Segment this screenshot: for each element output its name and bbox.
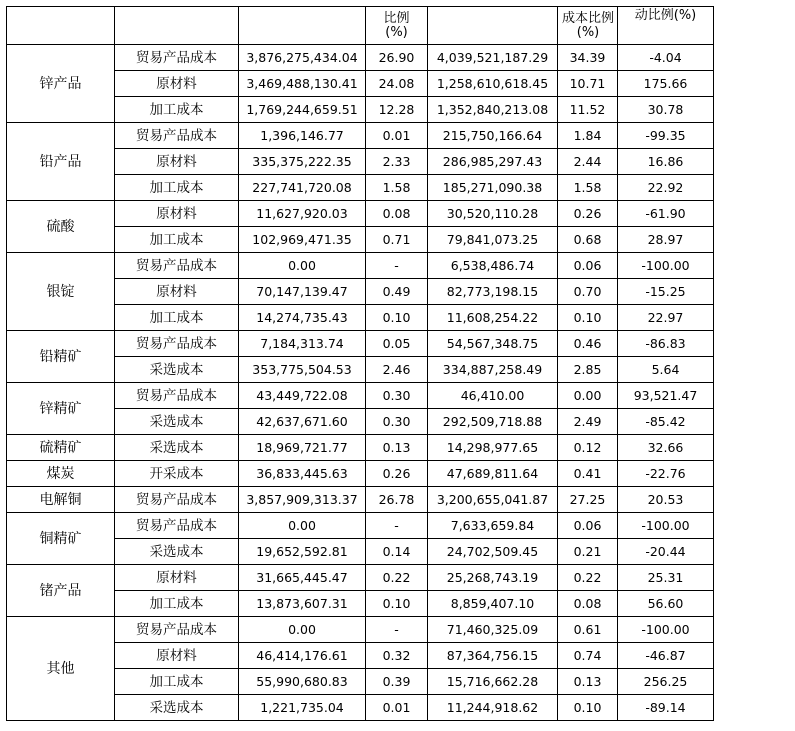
cost-item-cell: 加工成本 [115, 305, 239, 331]
product-name-cell: 硫精矿 [7, 435, 115, 461]
change-ratio-cell: 30.78 [618, 97, 714, 123]
current-amount-cell: 13,873,607.31 [239, 591, 366, 617]
cost-item-cell: 贸易产品成本 [115, 513, 239, 539]
change-ratio-cell: -85.42 [618, 409, 714, 435]
product-name-cell: 煤炭 [7, 461, 115, 487]
current-ratio-cell: 0.39 [366, 669, 428, 695]
current-ratio-cell: 12.28 [366, 97, 428, 123]
prior-amount-cell: 54,567,348.75 [428, 331, 558, 357]
cost-item-cell: 贸易产品成本 [115, 383, 239, 409]
prior-amount-cell: 1,258,610,618.45 [428, 71, 558, 97]
current-ratio-cell: 2.33 [366, 149, 428, 175]
prior-ratio-cell: 0.68 [558, 227, 618, 253]
prior-ratio-cell: 0.06 [558, 253, 618, 279]
product-name-cell: 其他 [7, 617, 115, 721]
cost-item-cell: 采选成本 [115, 695, 239, 721]
prior-amount-cell: 185,271,090.38 [428, 175, 558, 201]
table-row [7, 435, 714, 461]
prior-ratio-cell: 1.84 [558, 123, 618, 149]
current-amount-cell: 70,147,139.47 [239, 279, 366, 305]
table-row [7, 201, 714, 227]
current-amount-cell: 1,396,146.77 [239, 123, 366, 149]
prior-amount-cell: 14,298,977.65 [428, 435, 558, 461]
cost-item-cell: 采选成本 [115, 409, 239, 435]
change-ratio-cell: -15.25 [618, 279, 714, 305]
current-ratio-cell: 0.30 [366, 383, 428, 409]
change-ratio-cell: 22.92 [618, 175, 714, 201]
current-ratio-cell: 0.30 [366, 409, 428, 435]
prior-ratio-cell: 0.10 [558, 695, 618, 721]
table-row [7, 331, 714, 357]
prior-ratio-cell: 27.25 [558, 487, 618, 513]
current-ratio-cell: - [366, 617, 428, 643]
prior-amount-cell: 25,268,743.19 [428, 565, 558, 591]
prior-ratio-cell: 1.58 [558, 175, 618, 201]
cost-item-cell: 原材料 [115, 643, 239, 669]
header-cell-prior-ratio [558, 7, 618, 45]
cost-item-cell: 加工成本 [115, 227, 239, 253]
current-ratio-cell: 0.10 [366, 305, 428, 331]
current-amount-cell: 335,375,222.35 [239, 149, 366, 175]
prior-amount-cell: 87,364,756.15 [428, 643, 558, 669]
change-ratio-cell: -100.00 [618, 617, 714, 643]
cost-item-cell: 贸易产品成本 [115, 123, 239, 149]
prior-ratio-cell: 0.74 [558, 643, 618, 669]
product-name-cell: 硫酸 [7, 201, 115, 253]
change-ratio-cell: -100.00 [618, 513, 714, 539]
table-row [7, 253, 714, 279]
change-ratio-cell: -86.83 [618, 331, 714, 357]
prior-ratio-cell: 0.00 [558, 383, 618, 409]
change-ratio-cell: 22.97 [618, 305, 714, 331]
current-ratio-cell: 0.26 [366, 461, 428, 487]
current-amount-cell: 102,969,471.35 [239, 227, 366, 253]
product-name-cell: 锗产品 [7, 565, 115, 617]
table-row [7, 461, 714, 487]
current-ratio-cell: - [366, 253, 428, 279]
product-name-cell: 铅精矿 [7, 331, 115, 383]
header-ratio-label: 比例(%) [383, 10, 410, 40]
current-amount-cell: 31,665,445.47 [239, 565, 366, 591]
cost-item-cell: 采选成本 [115, 539, 239, 565]
current-amount-cell: 55,990,680.83 [239, 669, 366, 695]
change-ratio-cell: -100.00 [618, 253, 714, 279]
prior-ratio-cell: 2.44 [558, 149, 618, 175]
cost-item-cell: 原材料 [115, 279, 239, 305]
prior-amount-cell: 30,520,110.28 [428, 201, 558, 227]
prior-ratio-cell: 0.12 [558, 435, 618, 461]
change-ratio-cell: 25.31 [618, 565, 714, 591]
current-amount-cell: 1,769,244,659.51 [239, 97, 366, 123]
current-amount-cell: 0.00 [239, 513, 366, 539]
prior-ratio-cell: 0.10 [558, 305, 618, 331]
prior-ratio-cell: 2.49 [558, 409, 618, 435]
current-amount-cell: 353,775,504.53 [239, 357, 366, 383]
current-amount-cell: 42,637,671.60 [239, 409, 366, 435]
current-ratio-cell: 0.49 [366, 279, 428, 305]
cost-item-cell: 加工成本 [115, 591, 239, 617]
cost-item-cell: 采选成本 [115, 435, 239, 461]
change-ratio-cell: -61.90 [618, 201, 714, 227]
prior-amount-cell: 79,841,073.25 [428, 227, 558, 253]
prior-ratio-cell: 0.22 [558, 565, 618, 591]
prior-amount-cell: 71,460,325.09 [428, 617, 558, 643]
cost-item-cell: 原材料 [115, 565, 239, 591]
table-row [7, 45, 714, 71]
change-ratio-cell: 32.66 [618, 435, 714, 461]
change-ratio-cell: -99.35 [618, 123, 714, 149]
current-amount-cell: 46,414,176.61 [239, 643, 366, 669]
prior-amount-cell: 15,716,662.28 [428, 669, 558, 695]
change-ratio-cell: 5.64 [618, 357, 714, 383]
cost-item-cell: 贸易产品成本 [115, 487, 239, 513]
product-name-cell: 电解铜 [7, 487, 115, 513]
prior-ratio-cell: 0.26 [558, 201, 618, 227]
prior-ratio-cell: 34.39 [558, 45, 618, 71]
table-row [7, 487, 714, 513]
prior-amount-cell: 6,538,486.74 [428, 253, 558, 279]
prior-ratio-cell: 10.71 [558, 71, 618, 97]
product-name-cell: 锌精矿 [7, 383, 115, 435]
prior-amount-cell: 24,702,509.45 [428, 539, 558, 565]
cost-item-cell: 原材料 [115, 71, 239, 97]
table-row [7, 513, 714, 539]
product-name-cell: 铜精矿 [7, 513, 115, 565]
prior-amount-cell: 8,859,407.10 [428, 591, 558, 617]
cost-item-cell: 原材料 [115, 201, 239, 227]
change-ratio-cell: 20.53 [618, 487, 714, 513]
current-ratio-cell: 0.05 [366, 331, 428, 357]
current-ratio-cell: 0.01 [366, 695, 428, 721]
product-name-cell: 银锭 [7, 253, 115, 331]
current-amount-cell: 14,274,735.43 [239, 305, 366, 331]
header-cell-current [239, 7, 366, 45]
header-cell-change [618, 7, 714, 45]
current-ratio-cell: 24.08 [366, 71, 428, 97]
prior-amount-cell: 334,887,258.49 [428, 357, 558, 383]
current-amount-cell: 18,969,721.77 [239, 435, 366, 461]
prior-ratio-cell: 0.61 [558, 617, 618, 643]
current-amount-cell: 3,876,275,434.04 [239, 45, 366, 71]
change-ratio-cell: 56.60 [618, 591, 714, 617]
current-amount-cell: 0.00 [239, 253, 366, 279]
table-row [7, 617, 714, 643]
prior-amount-cell: 3,200,655,041.87 [428, 487, 558, 513]
cost-item-cell: 加工成本 [115, 97, 239, 123]
cost-item-cell: 贸易产品成本 [115, 617, 239, 643]
header-cell-prior [428, 7, 558, 45]
current-amount-cell: 7,184,313.74 [239, 331, 366, 357]
current-ratio-cell: 0.22 [366, 565, 428, 591]
product-name-cell: 锌产品 [7, 45, 115, 123]
cost-item-cell: 贸易产品成本 [115, 331, 239, 357]
change-ratio-cell: -4.04 [618, 45, 714, 71]
cost-item-cell: 加工成本 [115, 669, 239, 695]
prior-ratio-cell: 0.46 [558, 331, 618, 357]
current-ratio-cell: - [366, 513, 428, 539]
prior-amount-cell: 1,352,840,213.08 [428, 97, 558, 123]
cost-item-cell: 开采成本 [115, 461, 239, 487]
header-cell-ratio [366, 7, 428, 45]
prior-amount-cell: 4,039,521,187.29 [428, 45, 558, 71]
current-ratio-cell: 1.58 [366, 175, 428, 201]
prior-ratio-cell: 11.52 [558, 97, 618, 123]
current-amount-cell: 0.00 [239, 617, 366, 643]
current-ratio-cell: 2.46 [366, 357, 428, 383]
table-row [7, 383, 714, 409]
change-ratio-cell: 93,521.47 [618, 383, 714, 409]
current-ratio-cell: 0.08 [366, 201, 428, 227]
prior-ratio-cell: 0.21 [558, 539, 618, 565]
prior-ratio-cell: 0.08 [558, 591, 618, 617]
prior-amount-cell: 46,410.00 [428, 383, 558, 409]
cost-item-cell: 采选成本 [115, 357, 239, 383]
prior-amount-cell: 7,633,659.84 [428, 513, 558, 539]
current-ratio-cell: 0.13 [366, 435, 428, 461]
change-ratio-cell: -22.76 [618, 461, 714, 487]
prior-amount-cell: 11,608,254.22 [428, 305, 558, 331]
prior-amount-cell: 47,689,811.64 [428, 461, 558, 487]
table-row [7, 123, 714, 149]
prior-amount-cell: 292,509,718.88 [428, 409, 558, 435]
change-ratio-cell: -46.87 [618, 643, 714, 669]
header-cell-product [7, 7, 115, 45]
current-ratio-cell: 0.14 [366, 539, 428, 565]
current-amount-cell: 1,221,735.04 [239, 695, 366, 721]
prior-amount-cell: 286,985,297.43 [428, 149, 558, 175]
change-ratio-cell: -20.44 [618, 539, 714, 565]
current-amount-cell: 36,833,445.63 [239, 461, 366, 487]
change-ratio-cell: 175.66 [618, 71, 714, 97]
current-ratio-cell: 0.32 [366, 643, 428, 669]
current-amount-cell: 3,857,909,313.37 [239, 487, 366, 513]
prior-ratio-cell: 0.70 [558, 279, 618, 305]
header-change-label: 动比例(%) [634, 8, 697, 23]
cost-composition-table [6, 6, 714, 721]
prior-ratio-cell: 0.13 [558, 669, 618, 695]
header-cell-item [115, 7, 239, 45]
prior-ratio-cell: 0.06 [558, 513, 618, 539]
change-ratio-cell: 256.25 [618, 669, 714, 695]
current-ratio-cell: 0.10 [366, 591, 428, 617]
current-ratio-cell: 0.01 [366, 123, 428, 149]
change-ratio-cell: 28.97 [618, 227, 714, 253]
header-prior-ratio-label: 成本比例(%) [562, 10, 615, 40]
change-ratio-cell: 16.86 [618, 149, 714, 175]
prior-amount-cell: 82,773,198.15 [428, 279, 558, 305]
current-amount-cell: 227,741,720.08 [239, 175, 366, 201]
prior-ratio-cell: 2.85 [558, 357, 618, 383]
prior-amount-cell: 11,244,918.62 [428, 695, 558, 721]
current-amount-cell: 11,627,920.03 [239, 201, 366, 227]
prior-ratio-cell: 0.41 [558, 461, 618, 487]
prior-amount-cell: 215,750,166.64 [428, 123, 558, 149]
cost-item-cell: 加工成本 [115, 175, 239, 201]
current-ratio-cell: 26.78 [366, 487, 428, 513]
current-amount-cell: 43,449,722.08 [239, 383, 366, 409]
cost-item-cell: 原材料 [115, 149, 239, 175]
current-amount-cell: 19,652,592.81 [239, 539, 366, 565]
table-row [7, 565, 714, 591]
change-ratio-cell: -89.14 [618, 695, 714, 721]
header-row [7, 7, 714, 45]
current-ratio-cell: 26.90 [366, 45, 428, 71]
cost-item-cell: 贸易产品成本 [115, 45, 239, 71]
current-ratio-cell: 0.71 [366, 227, 428, 253]
cost-item-cell: 贸易产品成本 [115, 253, 239, 279]
current-amount-cell: 3,469,488,130.41 [239, 71, 366, 97]
product-name-cell: 铅产品 [7, 123, 115, 201]
